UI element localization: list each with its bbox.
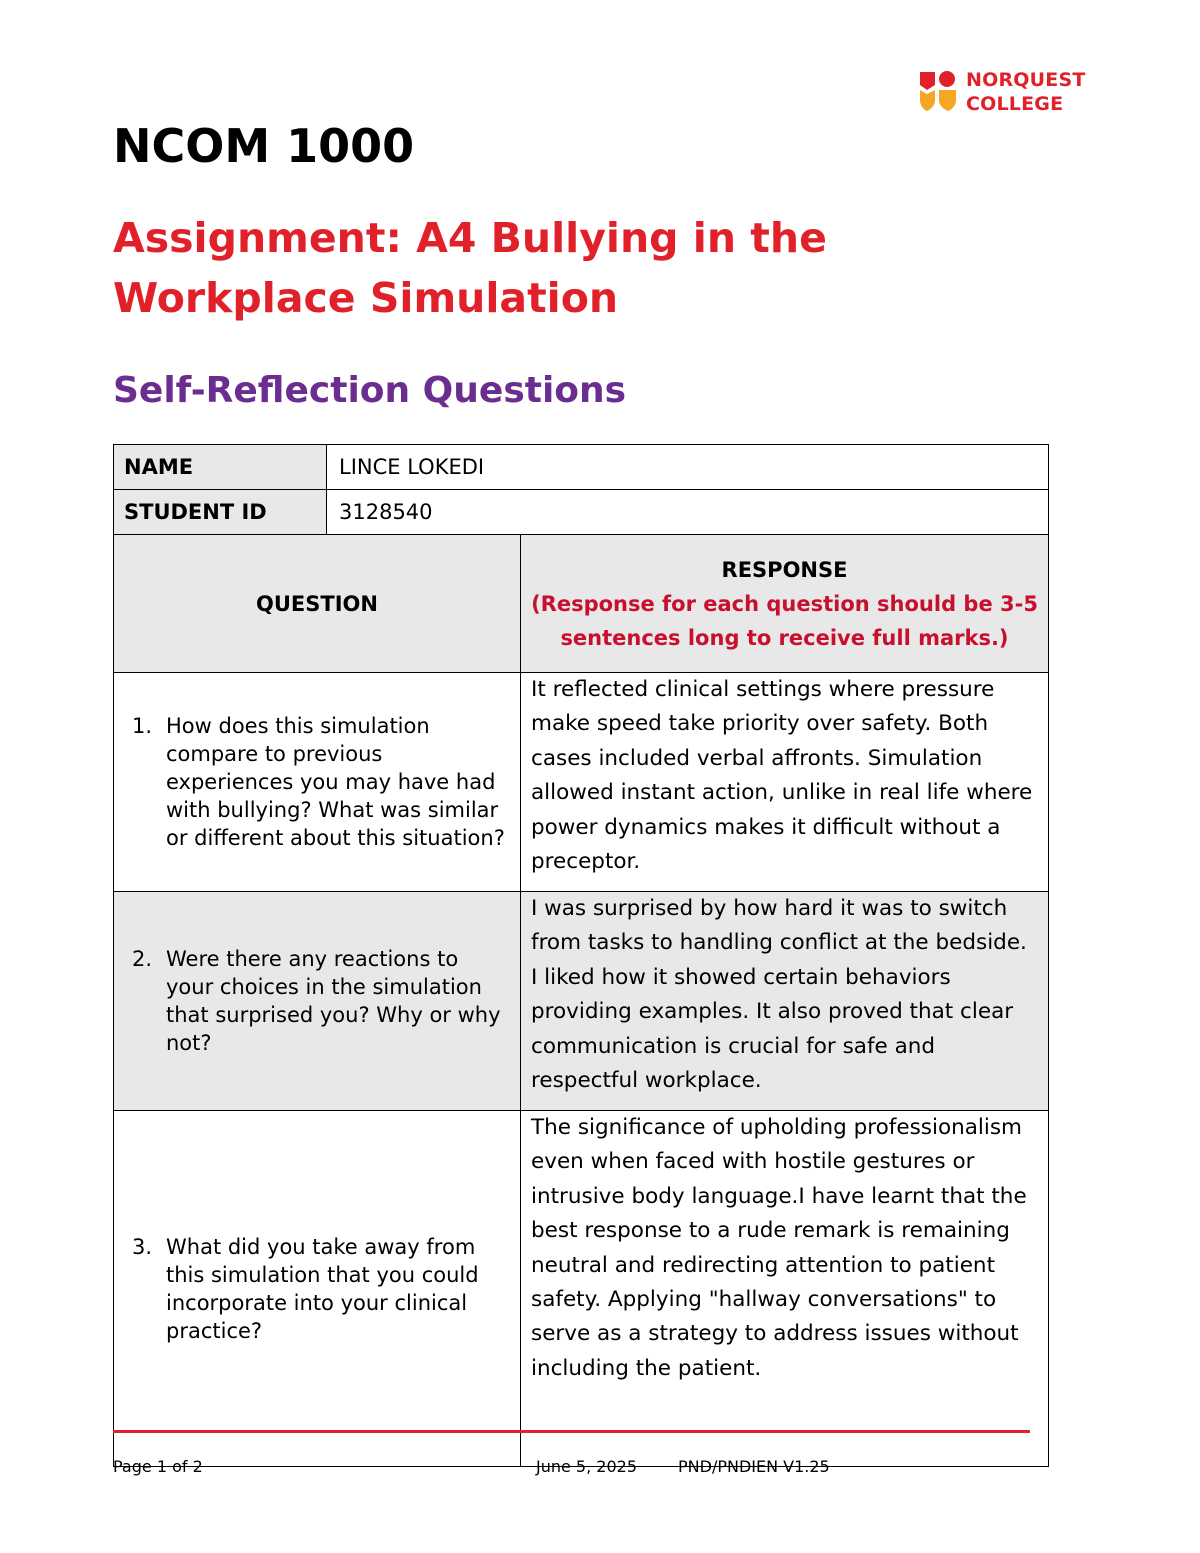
course-code: NCOM 1000 [113,119,415,173]
question-number-2: 2. [132,947,153,971]
question-cell-3 [114,1111,521,1467]
student-id-row [114,490,1049,535]
norquest-shield-icon [918,70,958,112]
assignment-title: Assignment: A4 Bullying in the Workplace Simulation [113,214,827,322]
table-row [114,892,1049,1111]
question-text-3: What did you take away from this simulation that you could incorporate into your clinical practice? [166,1234,479,1343]
response-text-1: It reflected clinical settings where pressure make speed take priority over safety. Both cases included verbal affronts. Simulation allowed instant action, unlike in real life where power dynamics makes it difficult without a preceptor. [521,673,1049,892]
question-number-1: 1. [132,714,153,738]
name-row [114,445,1049,490]
question-text-1: How does this simulation compare to previous experiences you may have had with bullying? What was similar or different about this situation? [166,714,505,850]
table-row [114,673,1049,892]
question-number-3: 3. [132,1234,153,1259]
question-cell-1 [114,673,521,892]
student-id-label: STUDENT ID [114,490,327,535]
table-row [114,1111,1049,1467]
norquest-college-logo [918,68,1098,116]
response-text-3: The significance of upholding professionalism even when faced with hostile gestures or intrusive body language.I have learnt that the best response to a rude remark is remaining neutral and redirecting attention to patient safety. Applying "hallway conversations" to serve as a strategy to address issues without including the patient. [521,1111,1049,1467]
question-text-2: Were there any reactions to your choices in the simulation that surprised you? Why or why not? [166,947,501,1055]
response-header: RESPONSE [721,557,848,582]
table-header-row [114,535,1049,673]
footer-date: June 5, 2025 [536,1457,637,1476]
response-text-2: I was surprised by how hard it was to switch from tasks to handling conflict at the bedside. I liked how it showed certain behaviors providing examples. It also proved that clear communication is crucial for safe and respectful workplace. [521,892,1049,1111]
page-number: Page 1 of 2 [113,1457,203,1476]
response-header-cell [521,535,1049,673]
reflection-table [113,534,1049,1467]
name-value: LINCE LOKEDI [327,445,1049,490]
footer-divider [113,1430,1030,1433]
student-id-value: 3128540 [327,490,1049,535]
name-label: NAME [114,445,327,490]
footer-version: PND/PNDIEN V1.25 [678,1457,830,1476]
question-cell-2 [114,892,521,1111]
response-note: (Response for each question should be 3-5 sentences long to receive full marks.) [531,591,1038,650]
student-info-table [113,444,1049,535]
section-title: Self-Reflection Questions [113,370,627,411]
logo-line-2: COLLEGE [966,93,1064,115]
question-header: QUESTION [114,535,521,673]
logo-line-1: NORQUEST [966,69,1086,91]
